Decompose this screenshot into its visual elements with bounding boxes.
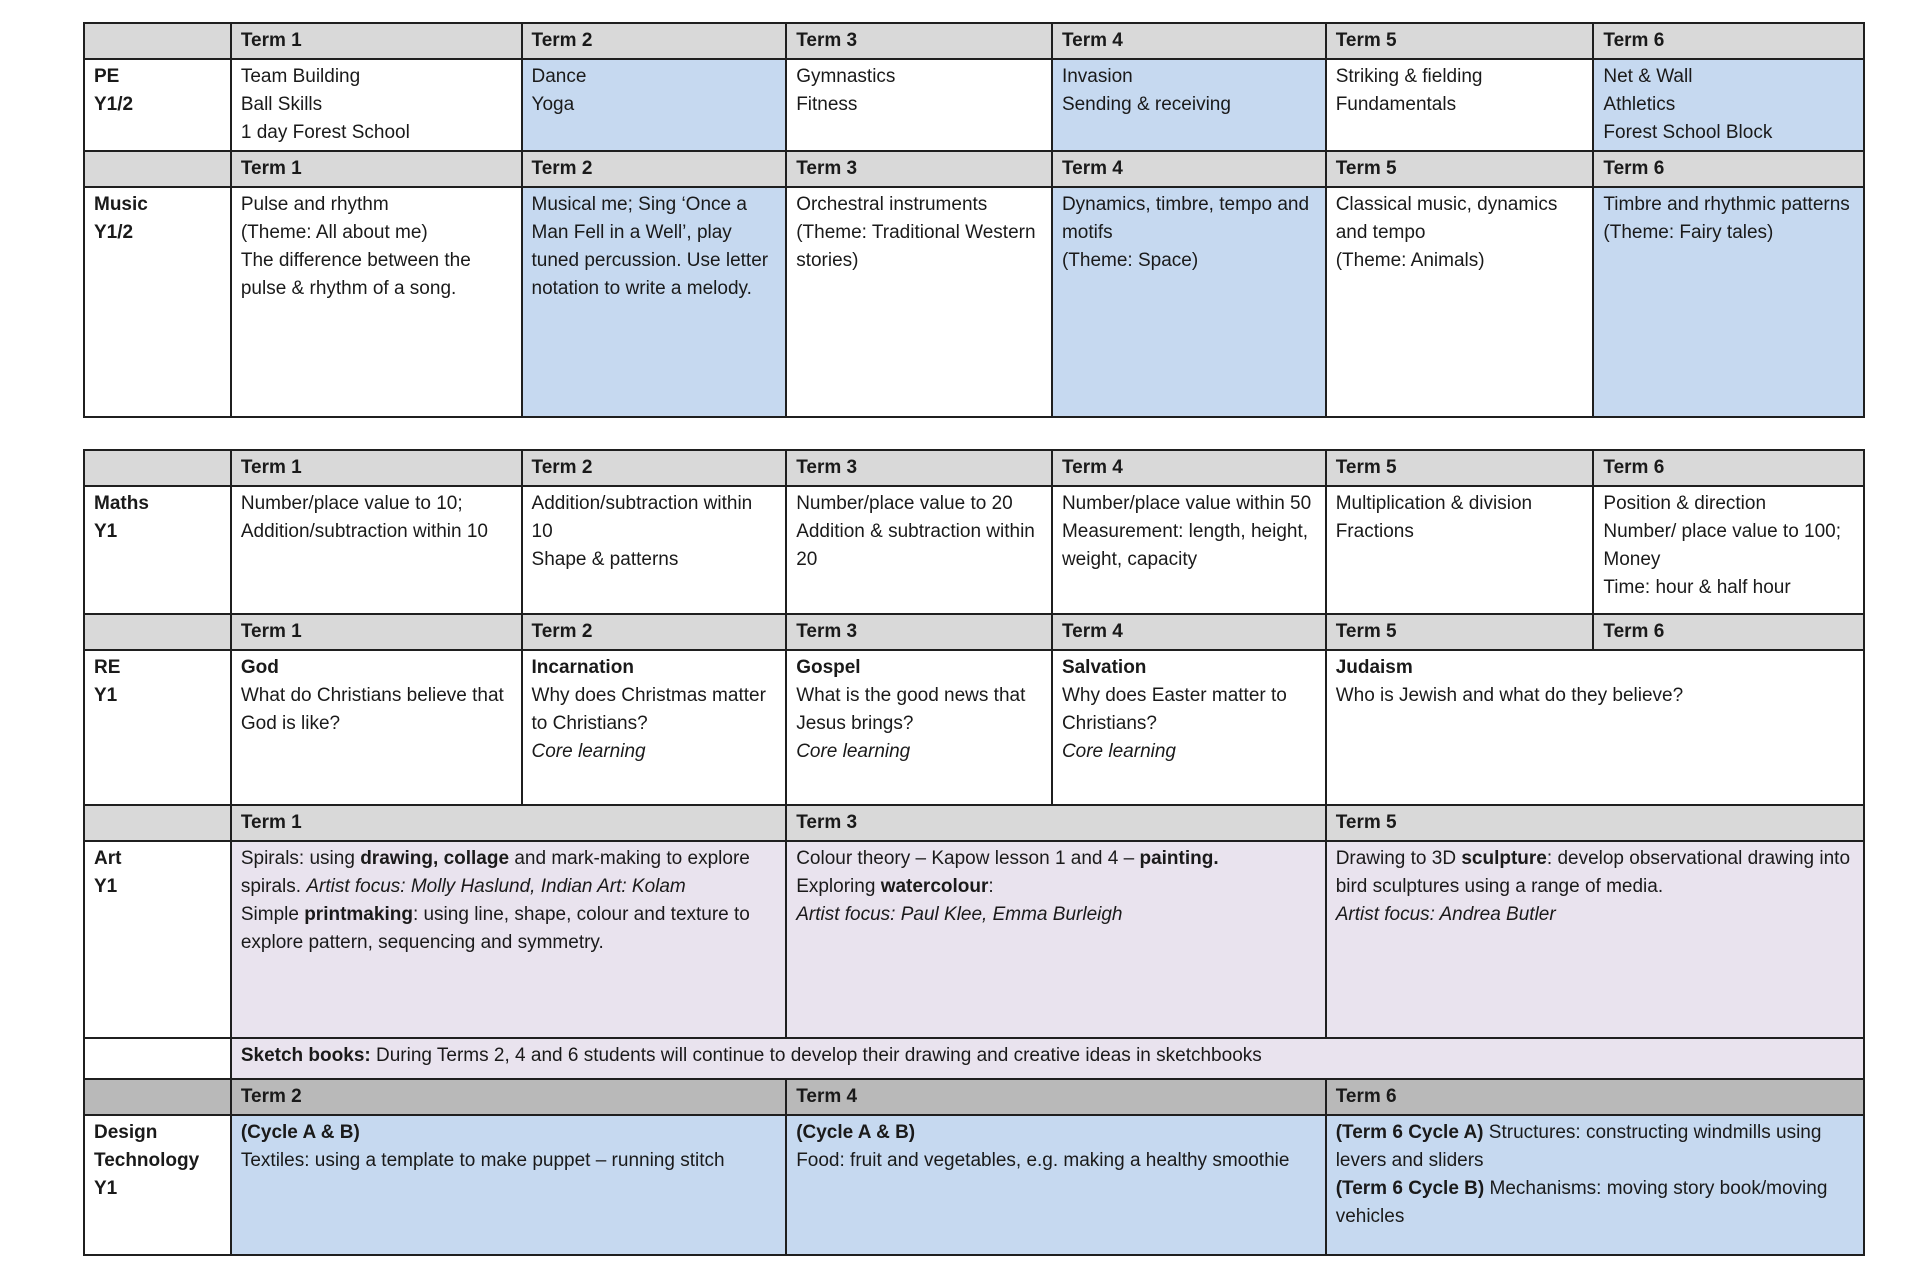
text-seg: Y1/2 (94, 222, 134, 243)
text-line (796, 91, 1041, 119)
re-cell-0 (84, 650, 231, 805)
terms-header-music-cell-5 (1326, 151, 1594, 187)
term-header-label: Term 1 (240, 812, 302, 833)
art-cell-3 (1326, 841, 1864, 1038)
text-seg: Dance (531, 66, 587, 87)
pe-row (84, 59, 1864, 151)
text-seg: What do Christians believe that God is like? (240, 685, 504, 734)
text-seg: Orchestral instruments (796, 194, 988, 215)
term-header-label: Term 3 (796, 457, 858, 478)
text-seg: Number/place value to 20 (796, 493, 1013, 514)
text-line (241, 1147, 775, 1175)
text-line (241, 654, 511, 682)
term-header-label: Term 6 (1603, 457, 1665, 478)
text-line (94, 91, 220, 119)
text-line (796, 901, 1315, 929)
art-cell-2 (786, 841, 1326, 1038)
music-cell-6 (1593, 187, 1864, 417)
re-cell-5 (1326, 650, 1864, 805)
text-line (796, 738, 1041, 766)
text-seg: Art (94, 848, 122, 869)
maths-cell-6 (1593, 486, 1864, 614)
text-seg: God (240, 657, 279, 678)
text-seg: painting. (1139, 848, 1219, 869)
art-cell-1 (231, 841, 786, 1038)
music-cell-3 (786, 187, 1052, 417)
text-seg: Textiles: using a template to make puppet – running stitch (240, 1150, 725, 1171)
text-seg: Mechanisms: moving story book/moving vehicles (1335, 1178, 1828, 1227)
text-seg: : develop observational drawing into bird sculptures using a range of media. (1335, 848, 1851, 897)
text-line (94, 191, 220, 219)
term-header-label: Term 1 (240, 621, 302, 642)
text-line (241, 490, 511, 546)
terms-header-music-cell-2 (522, 151, 787, 187)
terms-header-pe-row (84, 23, 1864, 59)
text-seg: Core learning (796, 741, 911, 762)
text-line (94, 518, 220, 546)
text-seg: Number/ place value to 100; Money (1603, 521, 1842, 570)
text-line (241, 91, 511, 119)
terms-header-re-cell-2 (522, 614, 787, 650)
terms-header-pe-cell-3 (786, 23, 1052, 59)
text-seg: Drawing to 3D (1335, 848, 1462, 869)
text-line (241, 845, 775, 901)
dt-row (84, 1115, 1864, 1255)
text-seg: Number/place value within 50 (1061, 493, 1312, 514)
text-seg: Position & direction (1603, 493, 1767, 514)
text-seg: Spirals: using (240, 848, 361, 869)
pe-cell-4 (1052, 59, 1326, 151)
text-line (241, 682, 511, 738)
music-cell-0 (84, 187, 231, 417)
terms-header-music-row (84, 151, 1864, 187)
terms-header-music-cell-0 (84, 151, 231, 187)
text-seg: (Term 6 Cycle A) (1335, 1122, 1484, 1143)
sketchbooks-row (84, 1038, 1864, 1079)
text-line (1603, 63, 1853, 91)
sketchbooks-cell-0 (84, 1038, 231, 1079)
pe-cell-2 (522, 59, 787, 151)
maths-re-art-dt-curriculum-table (83, 449, 1865, 1256)
maths-row (84, 486, 1864, 614)
pe-cell-1 (231, 59, 522, 151)
text-seg: Fractions (1335, 521, 1414, 542)
text-seg: Artist focus: Andrea Butler (1335, 904, 1556, 925)
text-seg: Number/place value to 10; Addition/subtraction within 10 (240, 493, 488, 542)
text-seg: Forest School Block (1603, 122, 1773, 143)
text-line (1603, 574, 1853, 602)
terms-header-art-cell-0 (84, 805, 231, 841)
text-seg: Sketch books: (240, 1045, 371, 1066)
text-line (1336, 654, 1853, 682)
text-line (241, 1119, 775, 1147)
text-seg: Artist focus: Paul Klee, Emma Burleigh (796, 904, 1123, 925)
text-line (1603, 191, 1853, 219)
text-line (1062, 63, 1315, 91)
text-seg: Artist focus: Molly Haslund, Indian Art: Kolam (306, 876, 686, 897)
text-seg: (Cycle A & B) (240, 1122, 360, 1143)
terms-header-maths-cell-0 (84, 450, 231, 486)
music-cell-4 (1052, 187, 1326, 417)
term-header-label: Term 6 (1603, 30, 1665, 51)
maths-cell-5 (1326, 486, 1594, 614)
text-line (1062, 654, 1315, 682)
text-line (94, 654, 220, 682)
text-seg: Addition & subtraction within 20 (796, 521, 1035, 570)
text-seg: watercolour (880, 876, 989, 897)
text-seg: printmaking (304, 904, 413, 925)
text-seg: sculpture (1461, 848, 1547, 869)
text-seg: Simple (240, 904, 305, 925)
text-line (94, 63, 220, 91)
terms-header-re-row (84, 614, 1864, 650)
terms-header-pe-cell-0 (84, 23, 231, 59)
text-line (241, 1042, 1853, 1070)
terms-header-maths-cell-3 (786, 450, 1052, 486)
text-seg: : using line, shape, colour and texture to explore pattern, sequencing and symmetry. (240, 904, 750, 953)
text-seg: (Term 6 Cycle B) (1335, 1178, 1485, 1199)
text-seg: : (988, 876, 994, 897)
text-line (1062, 91, 1315, 119)
term-header-label: Term 5 (1335, 30, 1397, 51)
text-seg: Fitness (796, 94, 858, 115)
term-header-label: Term 2 (240, 1086, 302, 1107)
dt-cell-1 (231, 1115, 786, 1255)
text-line (94, 219, 220, 247)
pe-music-curriculum-table (83, 22, 1865, 418)
terms-header-pe-cell-5 (1326, 23, 1594, 59)
terms-header-maths-cell-5 (1326, 450, 1594, 486)
text-line (1603, 490, 1853, 518)
text-seg: Fundamentals (1335, 94, 1457, 115)
term-header-label: Term 5 (1335, 457, 1397, 478)
text-line (241, 191, 511, 219)
text-seg: Design (94, 1122, 158, 1143)
text-seg: Time: hour & half hour (1603, 577, 1791, 598)
text-line (796, 518, 1041, 574)
text-line (94, 873, 220, 901)
text-seg: (Theme: Traditional Western stories) (796, 222, 1036, 271)
text-seg: Addition/subtraction within 10 (531, 493, 753, 542)
text-seg: RE (94, 657, 121, 678)
text-line (241, 63, 511, 91)
pe-cell-5 (1326, 59, 1594, 151)
text-seg: During Terms 2, 4 and 6 students will continue to develop their drawing and creative ideas in sketchbooks (370, 1045, 1262, 1066)
re-cell-1 (231, 650, 522, 805)
text-seg: Ball Skills (240, 94, 323, 115)
text-seg: (Theme: Animals) (1335, 250, 1485, 271)
text-line (796, 845, 1315, 873)
term-header-label: Term 2 (531, 158, 593, 179)
terms-header-art-cell-2 (786, 805, 1326, 841)
text-seg: Food: fruit and vegetables, e.g. making a healthy smoothie (796, 1150, 1290, 1171)
text-seg: Why does Easter matter to Christians? (1061, 685, 1287, 734)
text-line (796, 654, 1041, 682)
text-line (94, 682, 220, 710)
text-seg: (Theme: Space) (1061, 250, 1199, 271)
text-line (1336, 1119, 1853, 1175)
term-header-label: Term 1 (240, 158, 302, 179)
text-line (241, 901, 775, 957)
terms-header-art-cell-1 (231, 805, 786, 841)
terms-header-pe-cell-6 (1593, 23, 1864, 59)
art-row (84, 841, 1864, 1038)
terms-header-re-cell-6 (1593, 614, 1864, 650)
text-seg: Timbre and rhythmic patterns (1603, 194, 1850, 215)
term-header-label: Term 3 (796, 812, 858, 833)
text-seg: Y1 (94, 876, 118, 897)
text-line (241, 119, 511, 147)
text-seg: (Theme: All about me) (240, 222, 428, 243)
terms-header-dt-cell-3 (1326, 1079, 1864, 1115)
text-line (796, 873, 1315, 901)
text-seg: drawing, collage (360, 848, 510, 869)
terms-header-dt-cell-1 (231, 1079, 786, 1115)
text-line (796, 490, 1041, 518)
terms-header-re-cell-1 (231, 614, 522, 650)
text-line (94, 1175, 220, 1203)
text-seg: Who is Jewish and what do they believe? (1335, 685, 1684, 706)
re-cell-3 (786, 650, 1052, 805)
text-line (532, 91, 776, 119)
terms-header-re-cell-3 (786, 614, 1052, 650)
text-seg: The difference between the pulse & rhythm of a song. (240, 250, 471, 299)
term-header-label: Term 4 (1061, 457, 1123, 478)
text-seg: Shape & patterns (531, 549, 679, 570)
text-line (94, 1147, 220, 1175)
text-line (1062, 490, 1315, 518)
terms-header-dt-cell-0 (84, 1079, 231, 1115)
terms-header-re-cell-4 (1052, 614, 1326, 650)
re-cell-2 (522, 650, 787, 805)
text-line (241, 247, 511, 303)
term-header-label: Term 2 (531, 30, 593, 51)
text-line (532, 738, 776, 766)
term-header-label: Term 6 (1603, 158, 1665, 179)
term-header-label: Term 4 (796, 1086, 858, 1107)
text-seg: Maths (94, 493, 149, 514)
text-line (1336, 91, 1583, 119)
art-cell-0 (84, 841, 231, 1038)
term-header-label: Term 6 (1603, 621, 1665, 642)
text-line (1336, 490, 1583, 518)
text-line (1336, 1175, 1853, 1231)
text-seg: Net & Wall (1603, 66, 1693, 87)
text-line (796, 682, 1041, 738)
text-seg: Multiplication & division (1335, 493, 1533, 514)
text-line (1336, 845, 1853, 901)
text-line (1336, 63, 1583, 91)
term-header-label: Term 5 (1335, 621, 1397, 642)
text-line (94, 1119, 220, 1147)
terms-header-maths-cell-2 (522, 450, 787, 486)
term-header-label: Term 1 (240, 457, 302, 478)
text-line (1062, 247, 1315, 275)
term-header-label: Term 1 (240, 30, 302, 51)
text-seg: What is the good news that Jesus brings? (796, 685, 1026, 734)
term-header-label: Term 6 (1335, 1086, 1397, 1107)
text-seg: Striking & fielding (1335, 66, 1483, 87)
terms-header-art-cell-3 (1326, 805, 1864, 841)
text-seg: Colour theory – Kapow lesson 1 and 4 – (796, 848, 1140, 869)
text-seg: Exploring (796, 876, 881, 897)
dt-cell-3 (1326, 1115, 1864, 1255)
terms-header-dt-row (84, 1079, 1864, 1115)
sketchbooks-cell-1 (231, 1038, 1864, 1079)
text-line (94, 490, 220, 518)
text-line (1336, 518, 1583, 546)
text-line (1062, 738, 1315, 766)
text-line (1603, 119, 1853, 147)
maths-cell-1 (231, 486, 522, 614)
text-line (1062, 518, 1315, 574)
dt-cell-0 (84, 1115, 231, 1255)
text-line (532, 654, 776, 682)
text-seg: Incarnation (531, 657, 634, 678)
text-seg: Pulse and rhythm (240, 194, 389, 215)
text-seg: Invasion (1061, 66, 1133, 87)
text-line (1336, 247, 1583, 275)
text-line (1603, 518, 1853, 574)
pe-cell-6 (1593, 59, 1864, 151)
text-seg: PE (94, 66, 120, 87)
terms-header-dt-cell-2 (786, 1079, 1326, 1115)
text-seg: Music (94, 194, 148, 215)
text-seg: 1 day Forest School (240, 122, 410, 143)
maths-cell-3 (786, 486, 1052, 614)
term-header-label: Term 4 (1061, 30, 1123, 51)
re-row (84, 650, 1864, 805)
pe-cell-0 (84, 59, 231, 151)
terms-header-music-cell-4 (1052, 151, 1326, 187)
term-header-label: Term 3 (796, 30, 858, 51)
text-seg: Core learning (1061, 741, 1177, 762)
music-cell-1 (231, 187, 522, 417)
terms-header-pe-cell-4 (1052, 23, 1326, 59)
text-line (796, 1147, 1315, 1175)
text-line (532, 191, 776, 303)
text-seg: Athletics (1603, 94, 1676, 115)
text-line (1062, 682, 1315, 738)
terms-header-maths-cell-4 (1052, 450, 1326, 486)
text-seg: (Theme: Fairy tales) (1603, 222, 1774, 243)
text-seg: Structures: constructing windmills using levers and sliders (1335, 1122, 1822, 1171)
text-line (796, 191, 1041, 219)
term-header-label: Term 3 (796, 158, 858, 179)
text-line (796, 219, 1041, 275)
terms-header-music-cell-3 (786, 151, 1052, 187)
text-line (1062, 191, 1315, 247)
text-line (796, 63, 1041, 91)
terms-header-music-cell-6 (1593, 151, 1864, 187)
text-seg: Y1 (94, 1178, 118, 1199)
terms-header-music-cell-1 (231, 151, 522, 187)
text-seg: and mark-making to explore spirals. (240, 848, 750, 897)
text-seg: Dynamics, timbre, tempo and motifs (1061, 194, 1310, 243)
terms-header-pe-cell-2 (522, 23, 787, 59)
text-seg: Musical me; Sing ‘Once a Man Fell in a Well’, play tuned percussion. Use letter notation to write a melody. (531, 194, 769, 299)
terms-header-art-row (84, 805, 1864, 841)
terms-header-re-cell-0 (84, 614, 231, 650)
text-seg: Y1 (94, 521, 118, 542)
text-line (1336, 682, 1853, 710)
text-seg: Sending & receiving (1061, 94, 1231, 115)
text-seg: (Cycle A & B) (796, 1122, 916, 1143)
text-seg: Measurement: length, height, weight, capacity (1061, 521, 1309, 570)
dt-cell-2 (786, 1115, 1326, 1255)
music-row (84, 187, 1864, 417)
text-line (532, 682, 776, 738)
pe-cell-3 (786, 59, 1052, 151)
terms-header-maths-cell-1 (231, 450, 522, 486)
text-line (532, 490, 776, 546)
term-header-label: Term 3 (796, 621, 858, 642)
term-header-label: Term 4 (1061, 158, 1123, 179)
maths-cell-2 (522, 486, 787, 614)
term-header-label: Term 2 (531, 621, 593, 642)
text-seg: Y1/2 (94, 94, 134, 115)
text-seg: Classical music, dynamics and tempo (1335, 194, 1558, 243)
text-line (796, 1119, 1315, 1147)
text-seg: Gospel (796, 657, 861, 678)
terms-header-re-cell-5 (1326, 614, 1594, 650)
text-line (532, 63, 776, 91)
term-header-label: Term 4 (1061, 621, 1123, 642)
re-cell-4 (1052, 650, 1326, 805)
terms-header-pe-cell-1 (231, 23, 522, 59)
text-line (532, 546, 776, 574)
text-seg: Judaism (1335, 657, 1413, 678)
text-seg: Core learning (531, 741, 646, 762)
text-line (241, 219, 511, 247)
term-header-label: Term 2 (531, 457, 593, 478)
term-header-label: Term 5 (1335, 812, 1397, 833)
text-seg: Team Building (240, 66, 361, 87)
text-seg: Gymnastics (796, 66, 896, 87)
maths-cell-0 (84, 486, 231, 614)
text-seg: Technology (94, 1150, 200, 1171)
text-line (1603, 219, 1853, 247)
term-header-label: Term 5 (1335, 158, 1397, 179)
text-seg: Why does Christmas matter to Christians? (531, 685, 766, 734)
text-line (1336, 901, 1853, 929)
text-line (1336, 191, 1583, 247)
maths-cell-4 (1052, 486, 1326, 614)
terms-header-maths-row (84, 450, 1864, 486)
text-line (94, 845, 220, 873)
text-seg: Yoga (531, 94, 575, 115)
terms-header-maths-cell-6 (1593, 450, 1864, 486)
music-cell-2 (522, 187, 787, 417)
text-line (1603, 91, 1853, 119)
text-seg: Y1 (94, 685, 118, 706)
music-cell-5 (1326, 187, 1594, 417)
text-seg: Salvation (1061, 657, 1147, 678)
